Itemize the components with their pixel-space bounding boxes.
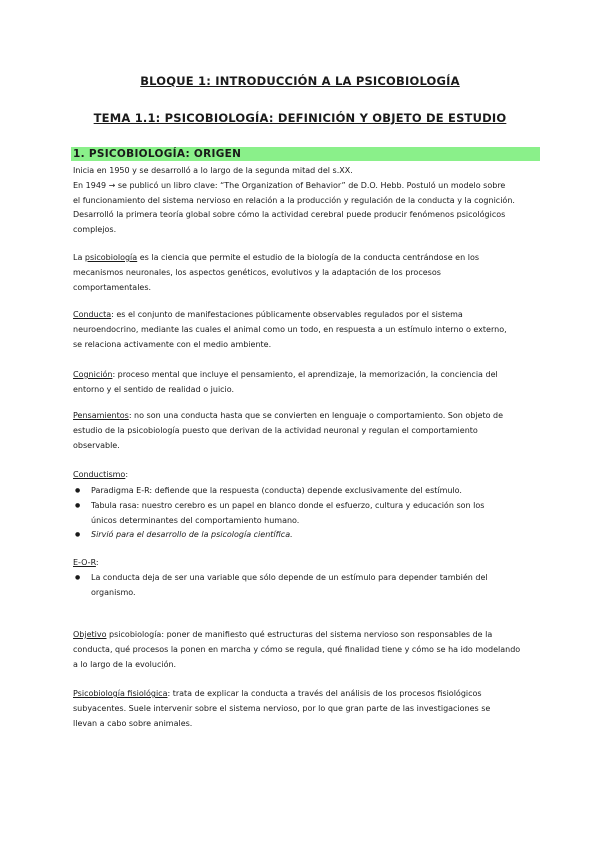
eor-heading <box>73 556 533 571</box>
objetivo-definition <box>73 628 533 672</box>
text-line: el funcionamiento del sistema nervioso en relación a la producción y regulación de la conducta y la cognición. <box>73 195 515 205</box>
term-cognicion: Cognición <box>73 370 113 379</box>
text: La <box>73 253 85 262</box>
term-conducta: Conducta <box>73 310 112 319</box>
pensamientos-definition <box>73 409 533 453</box>
list-item: ● Tabula rasa: nuestro cerebro es un papel en blanco donde el esfuerzo, cultura y educación son los <box>73 499 484 514</box>
text: : proceso mental que incluye el pensamiento, el aprendizaje, la memorización, la conciencia del <box>112 370 498 379</box>
list-item: ● Paradigma E-R: defiende que la respuesta (conducta) depende exclusivamente del estímulo. <box>73 484 484 499</box>
intro-paragraph <box>73 164 533 238</box>
term-objetivo: Objetivo <box>73 630 107 639</box>
psicobiologia-definition <box>73 251 533 295</box>
list-item: ● Sirvió para el desarrollo de la psicología científica. <box>73 528 484 543</box>
text-line: observable. <box>73 440 120 450</box>
text-line: comportamentales. <box>73 282 152 292</box>
fisiologica-definition <box>73 687 533 731</box>
conducta-definition <box>73 308 533 352</box>
list-item-continuation: organismo. <box>91 587 136 597</box>
section-heading: 1. PSICOBIOLOGÍA: ORIGEN <box>71 147 540 161</box>
text: es la ciencia que permite el estudio de la biología de la conducta centrándose en los <box>137 253 479 262</box>
text-line: se relaciona activamente con el medio ambiente. <box>73 339 272 349</box>
term-pensamientos: Pensamientos <box>73 411 129 420</box>
text: : es el conjunto de manifestaciones públicamente observables regulados por el sistema <box>111 310 463 319</box>
text-line: complejos. <box>73 225 117 235</box>
conductismo-list <box>73 484 484 543</box>
conductismo-heading <box>73 468 533 483</box>
term-fisiologica: Psicobiología fisiológica <box>73 689 168 698</box>
text: : <box>95 558 99 567</box>
eor-list <box>73 571 488 601</box>
text: : trata de explicar la conducta a través del análisis de los procesos fisiológicos <box>167 689 482 698</box>
text-line: neuroendocrino, mediante las cuales el animal como un todo, en respuesta a un estímulo interno o externo, <box>73 324 507 334</box>
text: : no son una conducta hasta que se convierten en lenguaje o comportamiento. Son objeto de <box>128 411 504 420</box>
text-line: entorno y el sentido de realidad o juicio. <box>73 384 235 394</box>
cognicion-definition <box>73 368 533 398</box>
text-line: En 1949 → se publicó un libro clave: “The Organization of Behavior” de D.O. Hebb. Postuló un modelo sobre <box>73 180 506 190</box>
bloque-title: BLOQUE 1: INTRODUCCIÓN A LA PSICOBIOLOGÍA <box>140 74 460 88</box>
text-line: conducta, qué procesos la ponen en marcha y cómo se regula, qué finalidad tiene y cómo se ha ido modelando <box>73 644 521 654</box>
text-line: llevan a cabo sobre animales. <box>73 718 193 728</box>
text-line: Inicia en 1950 y se desarrolló a lo largo de la segunda mitad del s.XX. <box>73 166 353 175</box>
text: psicobiología: poner de manifiesto qué estructuras del sistema nervioso son responsables de la <box>106 630 493 639</box>
eor-term: E-O-R <box>73 558 96 567</box>
text-line: a lo largo de la evolución. <box>73 659 177 669</box>
tema-title: TEMA 1.1: PSICOBIOLOGÍA: DEFINICIÓN Y OBJETO DE ESTUDIO <box>93 111 507 125</box>
text-line: mecanismos neuronales, los aspectos genéticos, evolutivos y la adaptación de los procesos <box>73 267 441 277</box>
list-item-continuation: únicos determinantes del comportamiento humano. <box>91 515 300 525</box>
conductismo-term: Conductismo <box>73 470 126 479</box>
text-line: Desarrolló la primera teoría global sobre cómo la actividad cerebral puede producir fenómenos psicológicos <box>73 210 506 220</box>
text-line: estudio de la psicobiología puesto que derivan de la actividad neuronal y regulan el comportamiento <box>73 425 478 435</box>
text-line: subyacentes. Suele intervenir sobre el sistema nervioso, por lo que gran parte de las investigaciones se <box>73 703 491 713</box>
list-item: ● La conducta deja de ser una variable que sólo depende de un estímulo para depender también del <box>73 571 488 586</box>
term-psicobiologia: psicobiología <box>84 253 138 262</box>
text: : <box>125 470 129 479</box>
